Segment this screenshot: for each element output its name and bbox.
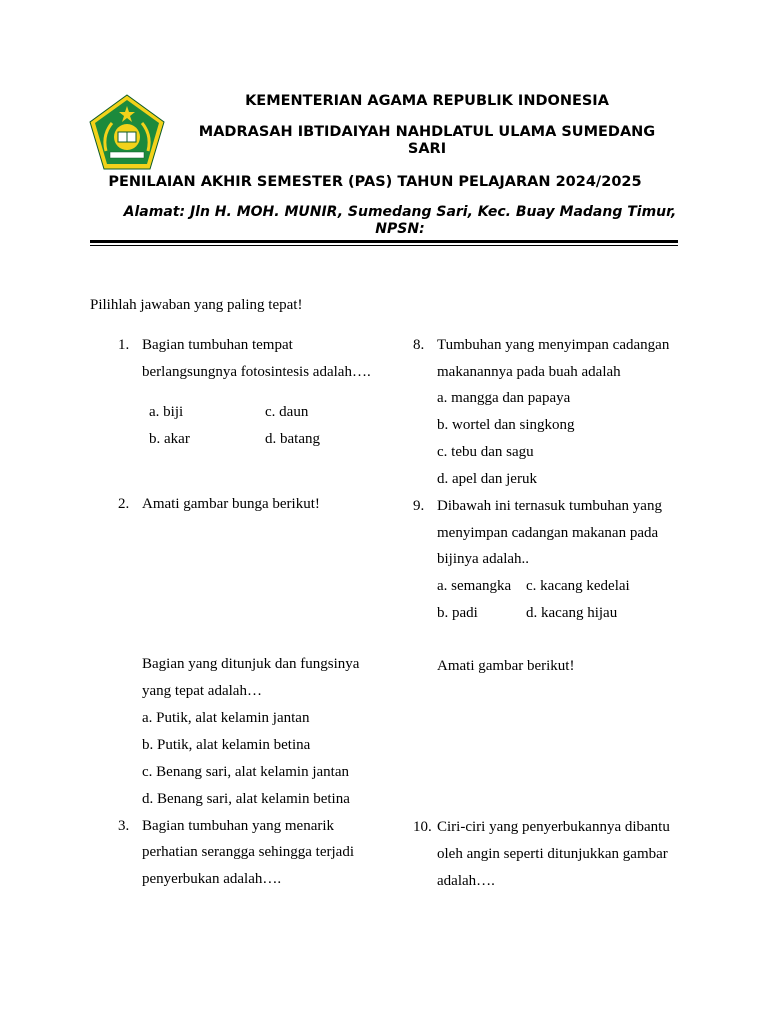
- exam-title: PENILAIAN AKHIR SEMESTER (PAS) TAHUN PELAJARAN 2024/2025: [108, 174, 642, 190]
- school-address: Alamat: Jln H. MOH. MUNIR, Sumedang Sari, Kec. Buay Madang Timur, NPSN:: [123, 204, 677, 237]
- q3-text-line1: Bagian tumbuhan yang menarik: [142, 818, 335, 834]
- q9-text-line3: bijinya adalah..: [437, 551, 530, 567]
- q8-option-b: b. wortel dan singkong: [437, 417, 575, 433]
- q10-number: 10.: [413, 819, 432, 835]
- q1-option-d: d. batang: [265, 431, 320, 447]
- q10-text-line1: Ciri-ciri yang penyerbukannya dibantu: [437, 819, 670, 835]
- q10-text-line2: oleh angin seperti ditunjukkan gambar: [437, 846, 668, 862]
- logo-ribbon: [110, 152, 144, 158]
- q2-option-a: a. Putik, alat kelamin jantan: [142, 710, 310, 726]
- q1-option-c: c. daun: [265, 404, 309, 420]
- q2-number: 2.: [118, 496, 130, 512]
- header-rule-thin: [90, 245, 678, 246]
- q2-text-line1: Amati gambar bunga berikut!: [142, 496, 320, 512]
- q2-option-b: b. Putik, alat kelamin betina: [142, 737, 311, 753]
- q1-option-a: a. biji: [149, 404, 184, 420]
- q8-option-d: d. apel dan jeruk: [437, 471, 537, 487]
- q9-option-b: b. padi: [437, 605, 478, 621]
- q9-option-a: a. semangka: [437, 578, 512, 594]
- q9-option-d: d. kacang hijau: [526, 605, 618, 621]
- q9-number: 9.: [413, 498, 425, 514]
- q8-option-a: a. mangga dan papaya: [437, 390, 571, 406]
- ministry-title: KEMENTERIAN AGAMA REPUBLIK INDONESIA: [245, 93, 609, 109]
- q3-text-line3: penyerbukan adalah….: [142, 871, 282, 887]
- q8-text-line2: makanannya pada buah adalah: [437, 364, 621, 380]
- q3-text-line2: perhatian serangga sehingga terjadi: [142, 844, 354, 860]
- q8-number: 8.: [413, 337, 425, 353]
- school-name: MADRASAH IBTIDAIYAH NAHDLATUL ULAMA SUMEDANG SARI: [198, 124, 656, 157]
- q1-text-line2: berlangsungnya fotosintesis adalah….: [142, 364, 371, 380]
- q2-option-d: d. Benang sari, alat kelamin betina: [142, 791, 350, 807]
- q9-text-line2: menyimpan cadangan makanan pada: [437, 525, 659, 541]
- q9-text-line1: Dibawah ini ternasuk tumbuhan yang: [437, 498, 662, 514]
- q2-text-line2: Bagian yang ditunjuk dan fungsinya: [142, 656, 360, 672]
- q8-text-line1: Tumbuhan yang menyimpan cadangan: [437, 337, 670, 353]
- instruction-text: Pilihlah jawaban yang paling tepat!: [90, 297, 303, 313]
- header-rule-thick: [90, 240, 678, 243]
- q8-option-c: c. tebu dan sagu: [437, 444, 534, 460]
- q1-text-line1: Bagian tumbuhan tempat: [142, 337, 293, 353]
- q9-option-c: c. kacang kedelai: [526, 578, 630, 594]
- q2-text-line3: yang tepat adalah…: [142, 683, 262, 699]
- q10-text-line3: adalah….: [437, 873, 495, 889]
- q2-option-c: c. Benang sari, alat kelamin jantan: [142, 764, 350, 780]
- q1-option-b: b. akar: [149, 431, 190, 447]
- q3-number: 3.: [118, 818, 130, 834]
- kemenag-logo: [88, 93, 166, 171]
- q1-number: 1.: [118, 337, 130, 353]
- observe-picture-note: Amati gambar berikut!: [437, 658, 575, 674]
